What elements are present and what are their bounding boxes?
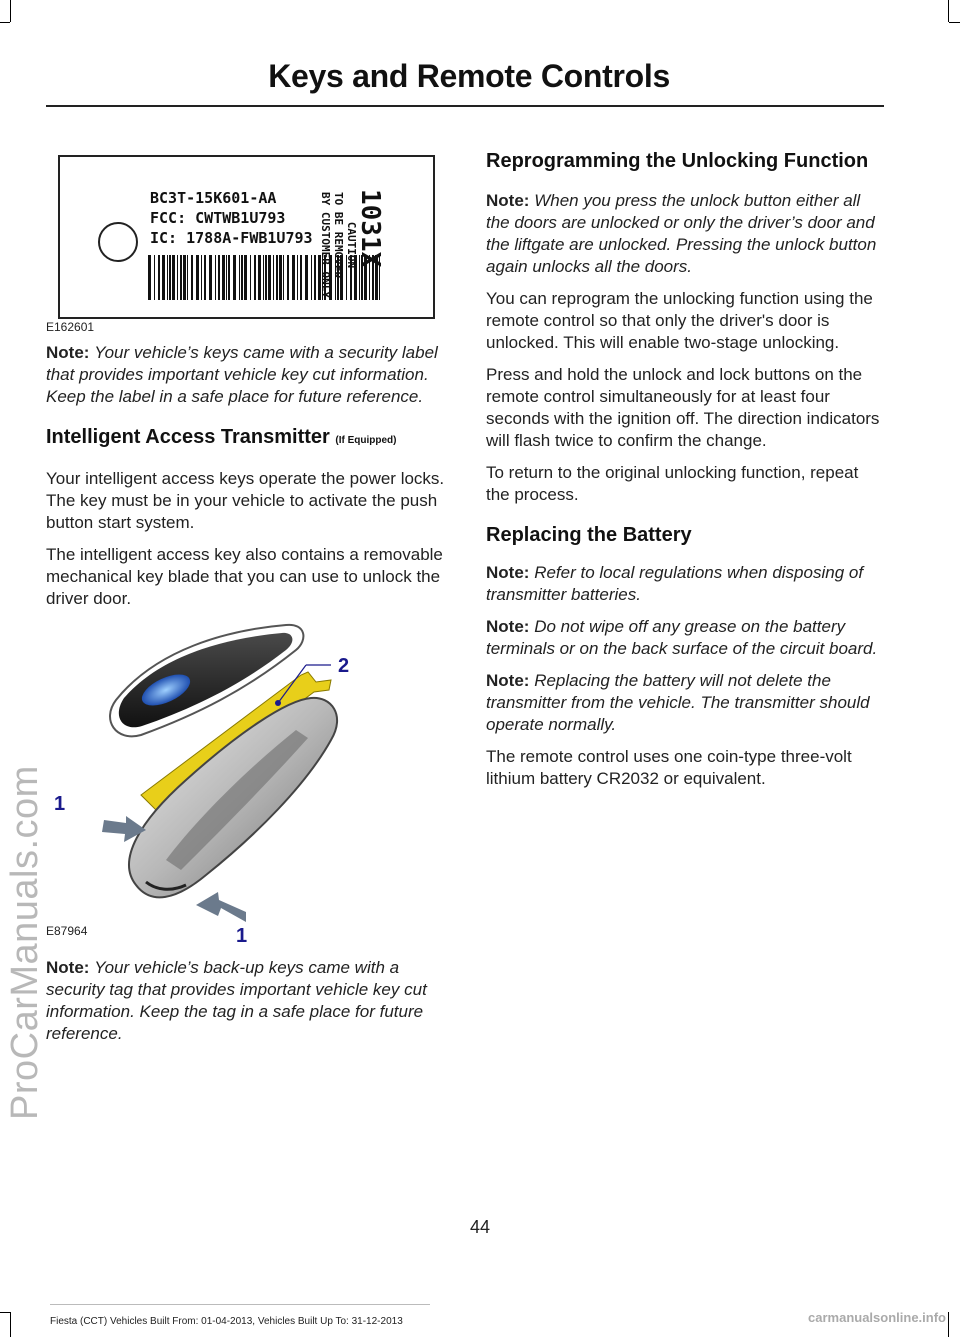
paragraph: The intelligent access key also contains a removable mechanical key blade that you can use to unlock the driver door. <box>46 545 443 608</box>
note <box>46 342 446 408</box>
callout-2: 2 <box>338 655 350 677</box>
arrow-icon <box>196 892 246 922</box>
note-label: Note: <box>46 343 90 362</box>
barcode-bar <box>244 255 247 300</box>
paragraph: Press and hold the unlock and lock buttons on the remote control simultaneously for at least four seconds with the ignition off. The direction indicators will flash twice to confirm the change. <box>486 365 880 450</box>
barcode-bar <box>177 255 178 300</box>
label-part-number: BC3T-15K601-AA <box>150 189 277 207</box>
callout-1: 1 <box>54 793 66 815</box>
barcode-bar <box>191 255 193 300</box>
note-label: Note: <box>486 563 530 582</box>
crop-mark <box>948 0 949 22</box>
barcode-bar <box>276 255 278 300</box>
barcode-bar <box>283 255 284 300</box>
barcode-bar <box>305 255 308 300</box>
barcode-bar <box>250 255 251 300</box>
note-label: Note: <box>46 958 90 977</box>
barcode-bar <box>287 255 289 300</box>
key-figure <box>46 620 446 945</box>
footer-divider <box>50 1304 430 1305</box>
callout-1: 1 <box>236 925 248 945</box>
watermark: ProCarManuals.com <box>4 765 46 1120</box>
section-heading: Replacing the Battery <box>486 524 692 546</box>
barcode-bar <box>254 255 256 300</box>
barcode-bar <box>297 255 298 300</box>
barcode-bar <box>314 255 316 300</box>
figure-id: E162601 <box>46 320 95 334</box>
note <box>486 670 886 736</box>
page-number: 44 <box>469 1217 491 1237</box>
label-caution <box>319 192 358 298</box>
note-label: Note: <box>486 617 530 636</box>
barcode-bar <box>187 255 188 300</box>
barcode-bar <box>300 255 302 300</box>
barcode-bar <box>222 255 225 300</box>
note <box>486 562 886 606</box>
label-ic: IC: 1788A-FWB1U793 <box>150 229 313 247</box>
section-heading: Reprogramming the Unlocking Function <box>486 150 869 172</box>
barcode-bar <box>172 255 175 300</box>
note-text: When you press the unlock button either all the doors are unlocked or only the driver’s door and the liftgate are unlocked. Pressing the unlock button again unlocks all the doors. <box>486 191 877 276</box>
barcode-bar <box>215 255 216 300</box>
barcode-bar <box>226 255 227 300</box>
paragraph: The remote control uses one coin-type three-volt lithium battery CR2032 or equivalent. <box>486 747 852 788</box>
barcode-bar <box>209 255 212 300</box>
note-text: Refer to local regulations when disposing of transmitter batteries. <box>486 563 864 604</box>
barcode-bar <box>263 255 264 300</box>
barcode-bar <box>148 255 151 300</box>
barcode-bar <box>183 255 186 300</box>
header-divider <box>46 105 884 107</box>
note <box>486 190 886 278</box>
paragraph: To return to the original unlocking function, repeat the process. <box>486 463 859 504</box>
note-label: Note: <box>486 191 530 210</box>
crop-mark <box>948 1312 949 1337</box>
note <box>486 616 886 660</box>
note <box>46 957 446 1045</box>
barcode-bar <box>258 255 261 300</box>
barcode-bar <box>158 255 160 300</box>
barcode-bar <box>279 255 282 300</box>
right-column <box>486 150 886 800</box>
label-fcc: FCC: CWTWB1U793 <box>150 209 286 227</box>
heading-qualifier: (If Equipped) <box>335 435 397 446</box>
note-text: Your vehicle’s back-up keys came with a security tag that provides important vehicle key cut information. Keep the tag in a safe place for future reference. <box>46 958 427 1043</box>
left-column <box>46 150 446 1055</box>
caution-line: CAUTION <box>345 221 358 269</box>
barcode-bar <box>268 255 271 300</box>
barcode-bar <box>241 255 243 300</box>
crop-mark <box>10 1312 11 1337</box>
barcode-bar <box>169 255 171 300</box>
barcode-bar <box>228 255 230 300</box>
barcode-bar <box>218 255 220 300</box>
barcode-bar <box>265 255 267 300</box>
site-watermark: carmanualsonline.info <box>808 1310 946 1325</box>
note-text: Your vehicle’s keys came with a security label that provides important vehicle key cut information. Keep the label in a safe place for future reference. <box>46 343 438 406</box>
crop-mark <box>949 22 960 23</box>
crop-mark <box>10 0 11 22</box>
barcode-bar <box>204 255 206 300</box>
barcode-bar <box>292 255 295 300</box>
security-label-figure <box>46 150 446 332</box>
footer-vehicle-info: Fiesta (CCT) Vehicles Built From: 01-04-2013, Vehicles Built Up To: 31-12-2013 <box>50 1316 403 1327</box>
paragraph: Your intelligent access keys operate the power locks. The key must be in your vehicle to activate the push button start system. <box>46 469 445 532</box>
barcode-bar <box>233 255 236 300</box>
barcode-bar <box>196 255 199 300</box>
page-title: Keys and Remote Controls <box>268 58 670 94</box>
note-text: Do not wipe off any grease on the battery terminals or on the back surface of the circuit board. <box>486 617 878 658</box>
caution-line: TO BE REMOVED <box>332 192 345 279</box>
intelligent-key-illustration <box>46 620 446 945</box>
paragraph: You can reprogram the unlocking function using the remote control so that only the driver's door is unlocked. This will enable two-stage unlocking. <box>486 289 873 352</box>
barcode-bar <box>167 255 168 300</box>
barcode-bar <box>154 255 155 300</box>
note-label: Note: <box>486 671 530 690</box>
barcode-bar <box>201 255 202 300</box>
crop-mark <box>0 1312 10 1313</box>
barcode-bar <box>162 255 165 300</box>
callout-dot <box>275 700 281 706</box>
barcode-bar <box>273 255 274 300</box>
section-heading <box>46 426 446 452</box>
barcode-bar <box>239 255 240 300</box>
heading-text: Intelligent Access Transmitter <box>46 426 330 448</box>
security-label <box>58 155 435 319</box>
crop-mark <box>0 22 10 23</box>
barcode-bar <box>311 255 312 300</box>
label-key-code: 1031X <box>355 189 385 268</box>
barcode-bar <box>180 255 182 300</box>
note-text: Replacing the battery will not delete the transmitter from the vehicle. The transmitter should operate normally. <box>486 671 870 734</box>
figure-id: E87964 <box>46 924 88 938</box>
label-hole <box>98 222 138 262</box>
caution-line: BY CUSTOMER ONLY <box>319 192 332 298</box>
